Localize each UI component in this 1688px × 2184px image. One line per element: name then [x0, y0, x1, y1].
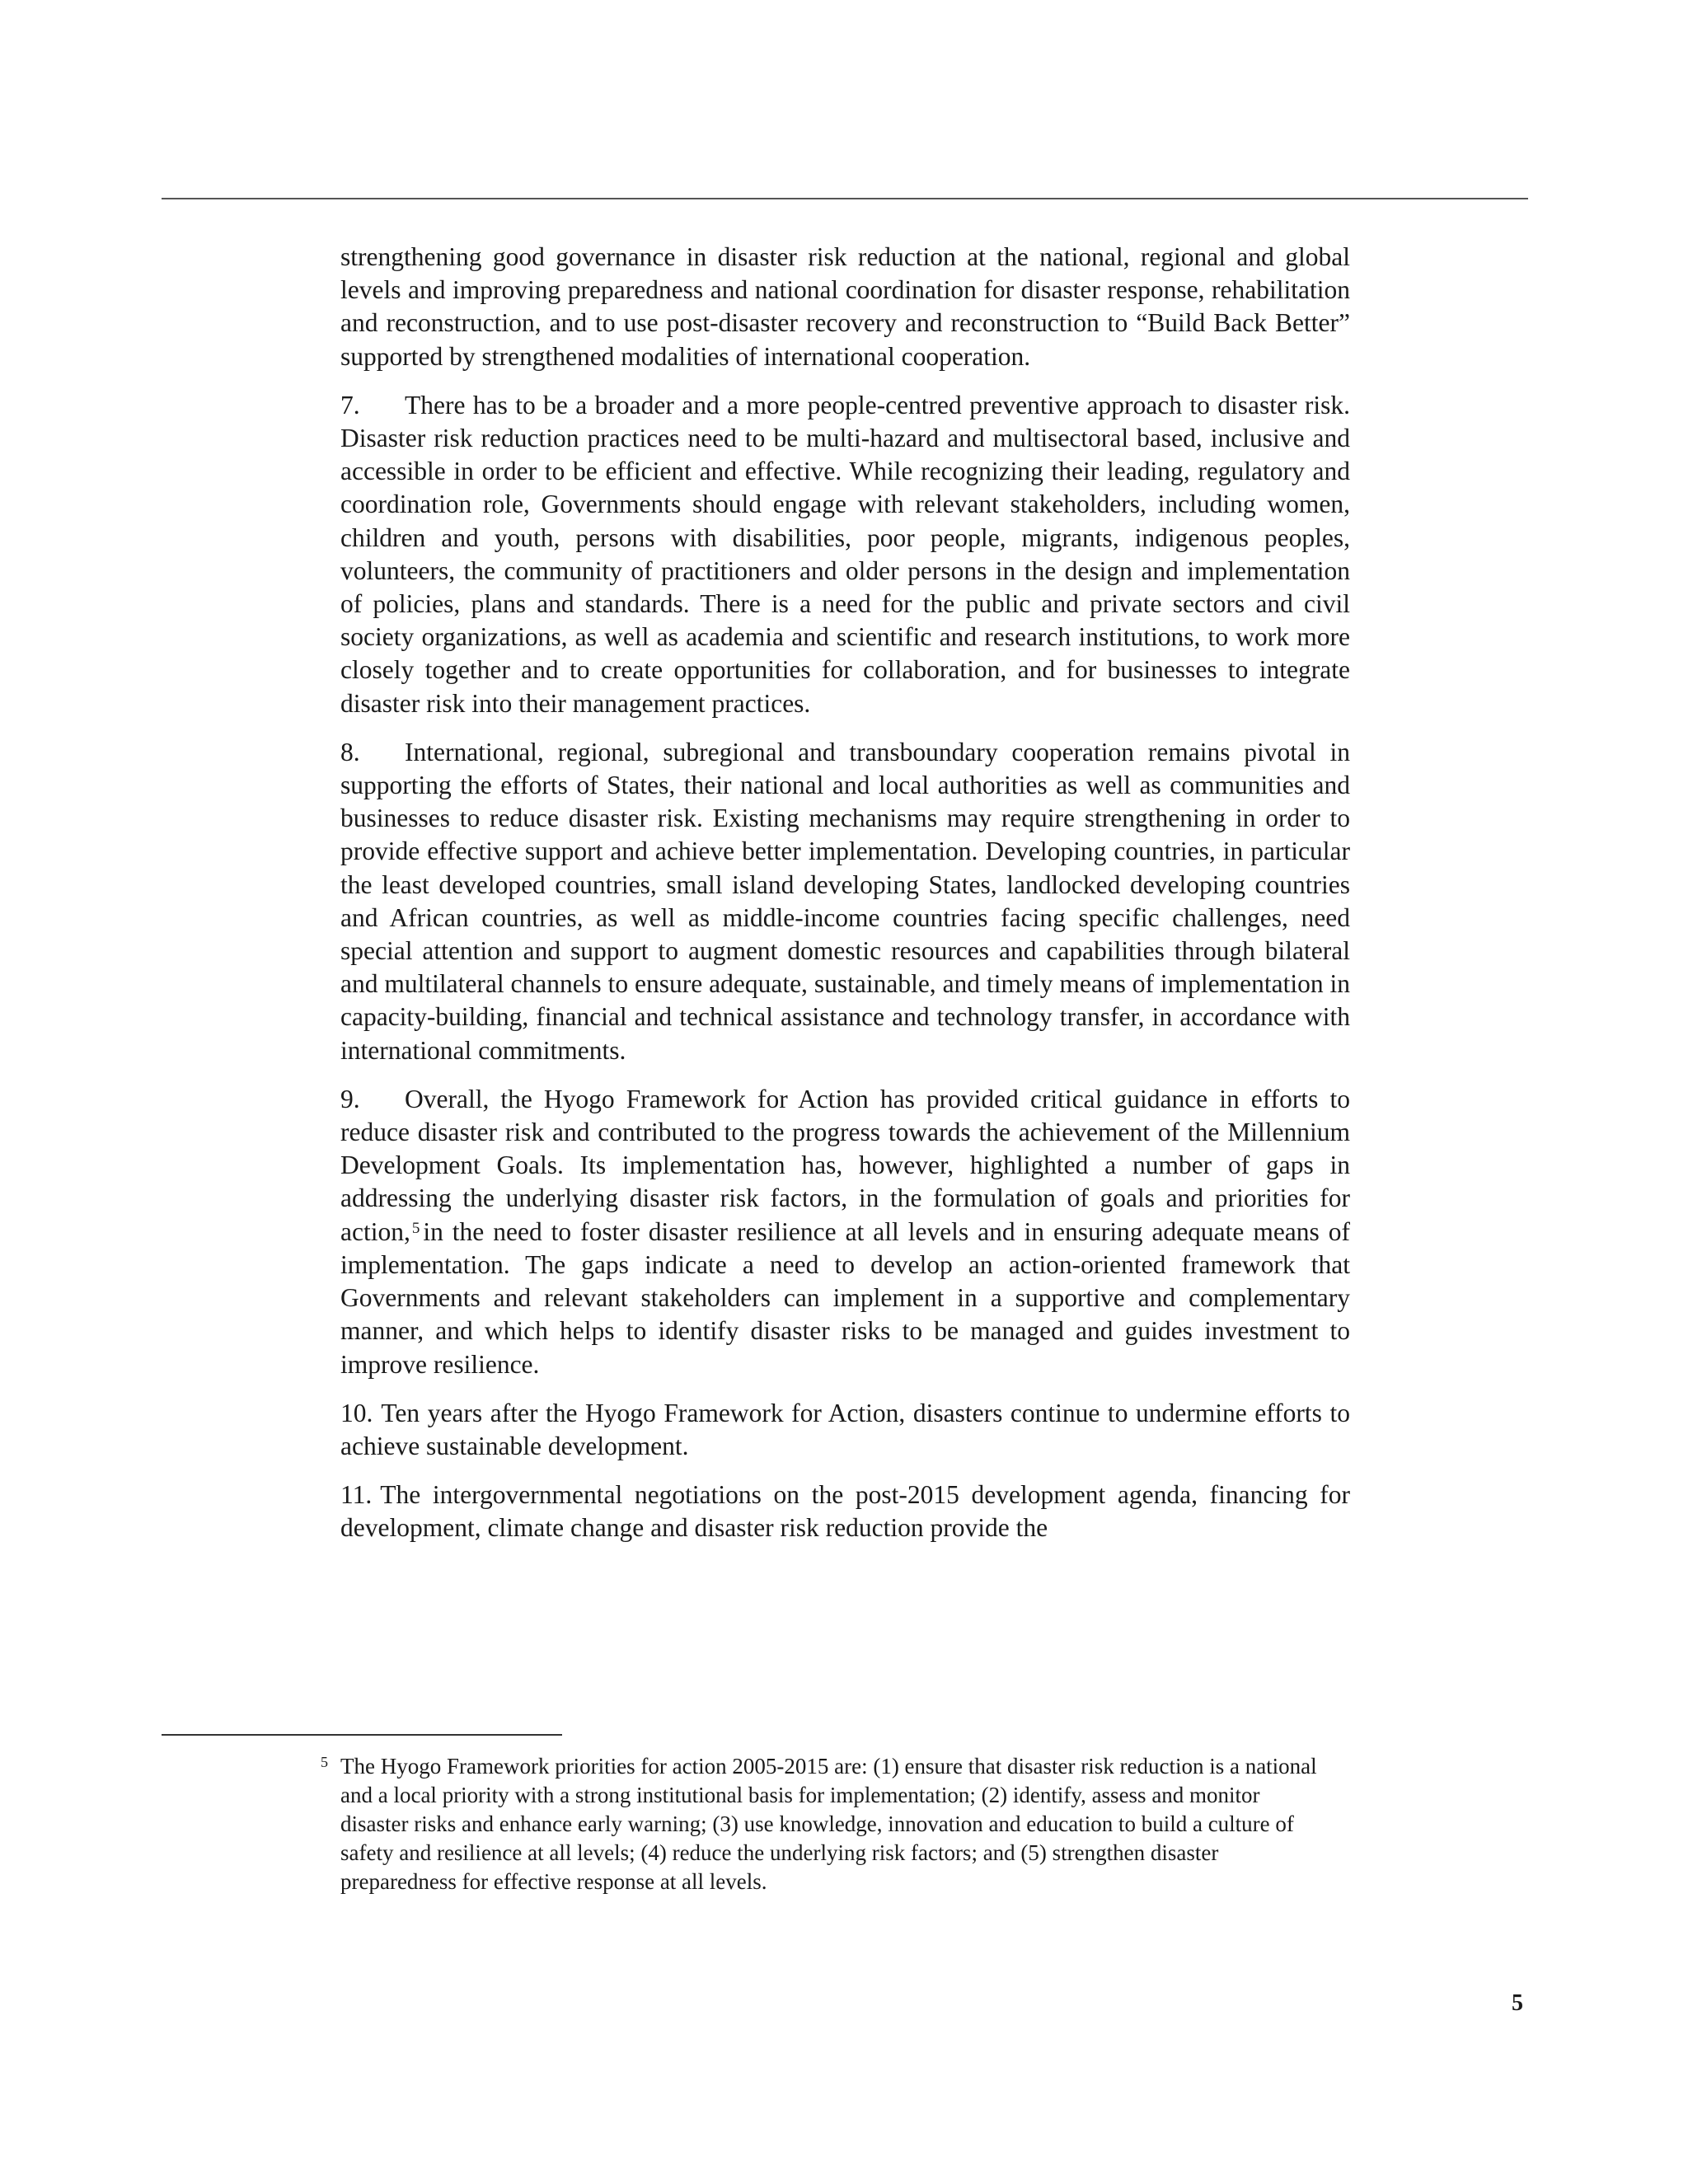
paragraph-6-continuation [340, 241, 1350, 373]
paragraph-text: strengthening good governance in disaster risk reduction at the national, regional and global levels and improving preparedness and national coordination for disaster response, rehabilitation and reconstruction, and to use post-disaster recovery and reconstruction to “Build Back Better” supported by strengthened modalities of international cooperation. [340, 242, 1350, 371]
paragraph-9 [340, 1083, 1350, 1381]
footnote [321, 1752, 1329, 1896]
paragraph-text-continued: in the need to foster disaster resilience at all levels and in ensuring adequate means of implementation. The gaps indicate a need to develop an action-oriented framework that Governments and relevant stakeholders can implement in a supportive and complementary manner, and which helps to identify disaster risks to be managed and guides investment to improve resilience. [340, 1216, 1350, 1379]
footnote-text: The Hyogo Framework priorities for action 2005-2015 are: (1) ensure that disaster risk reduction is a national and a local priority with a strong institutional basis for implementation; (2) identify, assess and monitor disaster risks and enhance early warning; (3) use knowledge, innovation and education to build a culture of safety and resilience at all levels; (4) reduce the underlying risk factors; and (5) strengthen disaster preparedness for effective response at all levels. [340, 1754, 1317, 1894]
paragraph-7 [340, 389, 1350, 720]
document-body [340, 241, 1350, 1561]
paragraph-text: There has to be a broader and a more people-centred preventive approach to disaster risk. Disaster risk reduction practices need to be multi-hazard and multisectoral based, inclusive and accessible in order to be efficient and effective. While recognizing their leading, regulatory and coordination role, Governments should engage with relevant stakeholders, including women, children and youth, persons with disabilities, poor people, migrants, indigenous peoples, volunteers, the community of practitioners and older persons in the design and implementation of policies, plans and standards. There is a need for the public and private sectors and civil society organizations, as well as academia and scientific and research institutions, to work more closely together and to create opportunities for collaboration, and for businesses to integrate disaster risk into their management practices. [340, 390, 1350, 718]
page-number: 5 [1512, 1990, 1523, 2016]
paragraph-text: Overall, the Hyogo Framework for Action has provided critical guidance in efforts to reduce disaster risk and contributed to the progress towards the achievement of the Millennium Development Goals. Its implementation has, however, highlighted a number of gaps in addressing the underlying disaster risk factors, in the formulation of goals and priorities for action, [340, 1084, 1350, 1246]
paragraph-number: 9. [340, 1084, 360, 1113]
paragraph-text: Ten years after the Hyogo Framework for Action, disasters continue to undermine efforts to achieve sustainable development. [340, 1398, 1350, 1460]
footnote-separator [162, 1734, 562, 1736]
paragraph-text: The intergovernmental negotiations on the post-2015 development agenda, financing for development, climate change and disaster risk reduction provide the [340, 1480, 1350, 1543]
footnote-mark: 5 [321, 1754, 328, 1770]
paragraph-text: International, regional, subregional and transboundary cooperation remains pivotal in supporting the efforts of States, their national and local authorities as well as communities and businesses to reduce disaster risk. Existing mechanisms may require strengthening in order to provide effective support and achieve better implementation. Developing countries, in particular the least developed countries, small island developing States, landlocked developing countries and African countries, as well as middle-income countries facing specific challenges, need special attention and support to augment domestic resources and capabilities through bilateral and multilateral channels to ensure adequate, sustainable, and timely means of implementation in capacity-building, financial and technical assistance and technology transfer, in accordance with international commitments. [340, 737, 1350, 1065]
paragraph-8 [340, 736, 1350, 1067]
paragraph-number: 7. [340, 390, 360, 419]
paragraph-number: 11. [340, 1480, 373, 1510]
footnote-reference[interactable]: 5 [411, 1219, 420, 1237]
header-rule [162, 198, 1528, 199]
paragraph-number: 8. [340, 737, 360, 766]
paragraph-11 [340, 1479, 1350, 1544]
paragraph-10 [340, 1397, 1350, 1463]
paragraph-number: 10. [340, 1398, 373, 1427]
